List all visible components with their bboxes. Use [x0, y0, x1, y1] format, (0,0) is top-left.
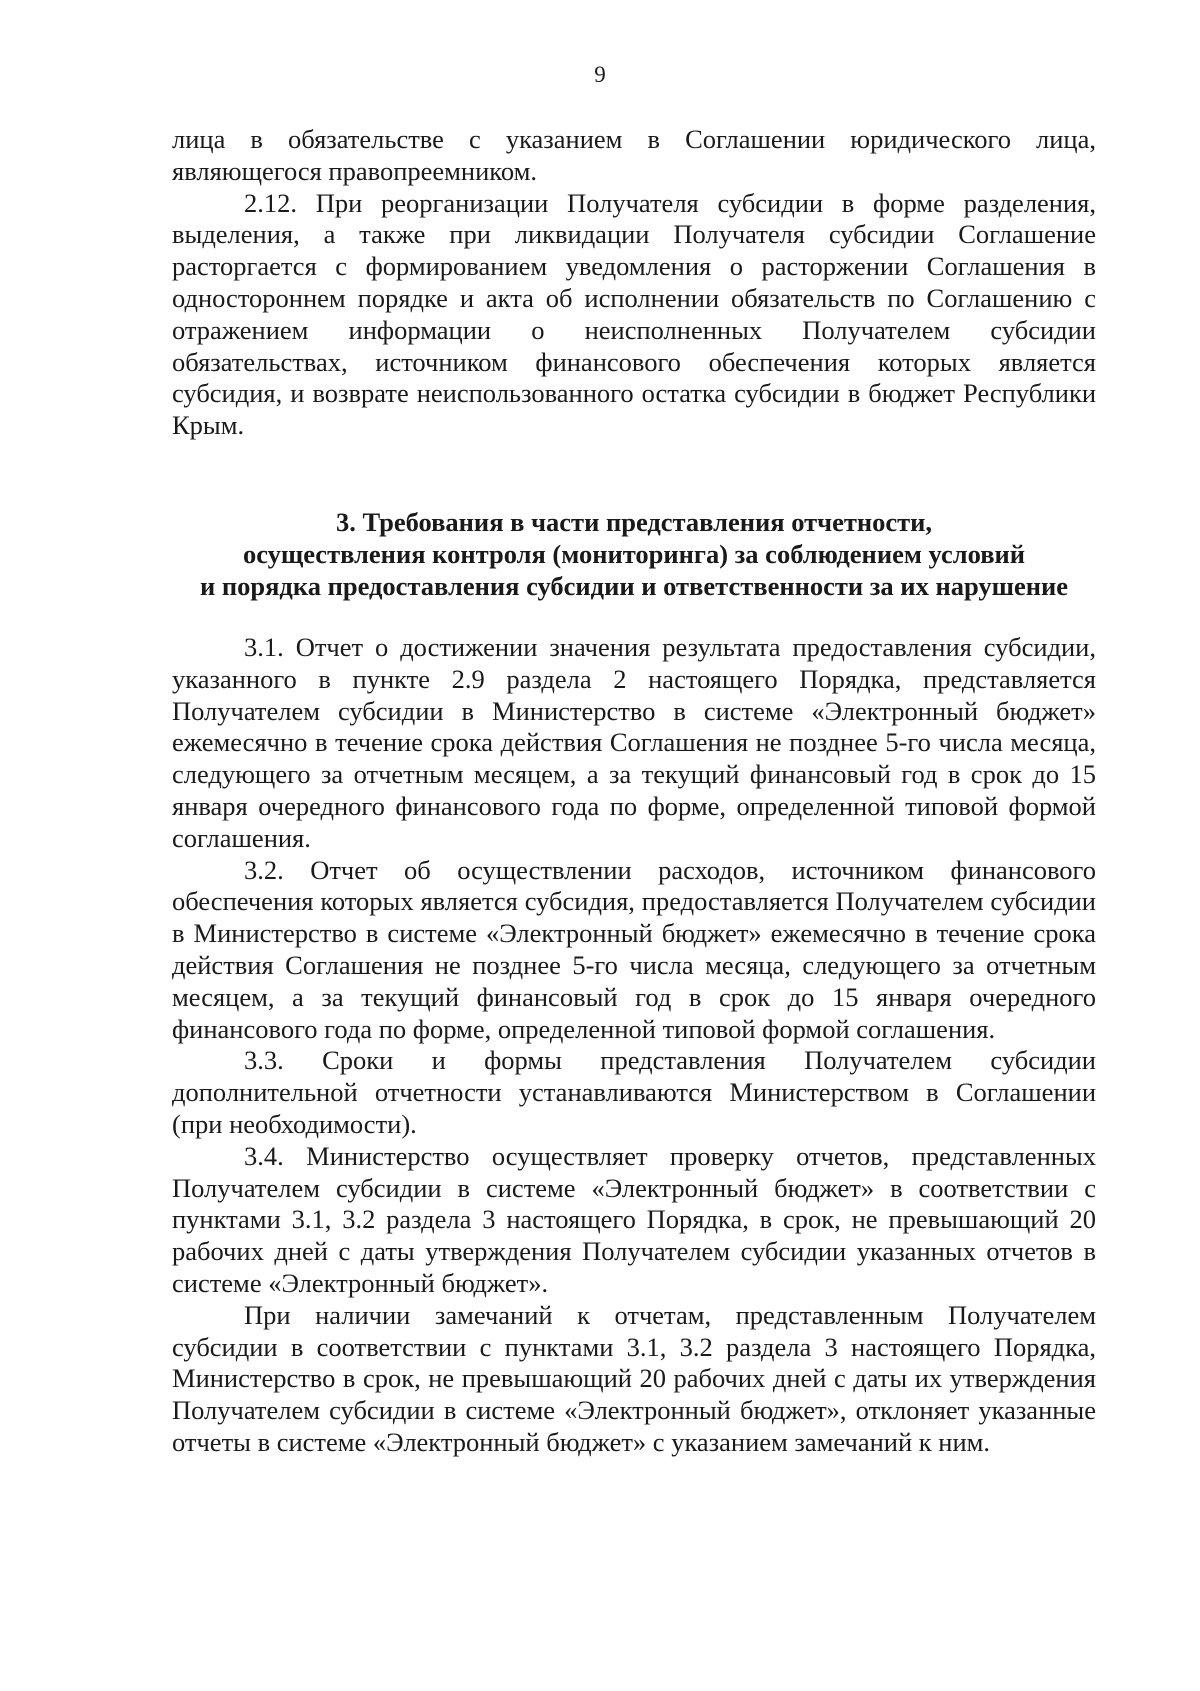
section-text-block — [172, 632, 1096, 1459]
paragraph-3-1: 3.1. Отчет о достижении значения результата предоставления субсидии, указанного в пункте 2.9 раздела 2 настоящего Порядка, представляется Получателем субсидии в Министерство в системе «Электронный бюджет» ежемесячно в течение срока действия Соглашения не позднее 5-го числа месяца, следующего за отчетным месяцем, а за текущий финансовый год в срок до 15 января очередного финансового года по форме, определенной типовой формой соглашения. — [172, 632, 1096, 853]
section-heading-line-3: и порядка предоставления субсидии и ответственности за их нарушение — [199, 570, 1069, 601]
paragraph-3-4: 3.4. Министерство осуществляет проверку отчетов, представленных Получателем субсидии в системе «Электронный бюджет» в соответствии с пунктами 3.1, 3.2 раздела 3 настоящего Порядка, в срок, не превышающий 20 рабочих дней с даты утверждения Получателем субсидии указанных отчетов в системе «Электронный бюджет». — [172, 1140, 1096, 1298]
paragraph-3-2: 3.2. Отчет об осуществлении расходов, источником финансового обеспечения которых является субсидия, предоставляется Получателем субсидии в Министерство в системе «Электронный бюджет» ежемесячно в течение срока действия Соглашения не позднее 5-го числа месяца, следующего за отчетным месяцем, а за текущий финансовый год в срок до 15 января очередного финансового года по форме, определенной типовой формой соглашения. — [172, 854, 1096, 1044]
section-heading-line-1: 3. Требования в части представления отчетности, — [335, 507, 933, 537]
top-text-block — [172, 124, 1096, 442]
paragraph-remarks: При наличии замечаний к отчетам, представленным Получателем субсидии в соответствии с пунктами 3.1, 3.2 раздела 3 настоящего Порядка, Министерство в срок, не превышающий 20 рабочих дней с даты их утверждения Получателем субсидии в системе «Электронный бюджет», отклоняет указанные отчеты в системе «Электронный бюджет» с указанием замечаний к ним. — [172, 1299, 1096, 1457]
paragraph-continuation: лица в обязательстве с указанием в Соглашении юридического лица, являющегося правопреемником. — [172, 124, 1096, 186]
paragraph-3-3: 3.3. Сроки и формы представления Получателем субсидии дополнительной отчетности устанавливаются Министерством в Соглашении (при необходимости). — [172, 1045, 1096, 1139]
page-number: 9 — [594, 62, 606, 87]
paragraph-2-12: 2.12. При реорганизации Получателя субсидии в форме разделения, выделения, а также при ликвидации Получателя субсидии Соглашение расторгается с формированием уведомления о расторжении Соглашения в одностороннем порядке и акта об исполнении обязательств по Соглашению с отражением информации о неисполненных Получателем субсидии обязательствах, источником финансового обеспечения которых является субсидия, и возврате неиспользованного остатка субсидии в бюджет Республики Крым. — [172, 187, 1096, 441]
section-heading-line-2: осуществления контроля (мониторинга) за соблюдением условий — [242, 538, 1026, 569]
section-heading — [172, 507, 1096, 602]
